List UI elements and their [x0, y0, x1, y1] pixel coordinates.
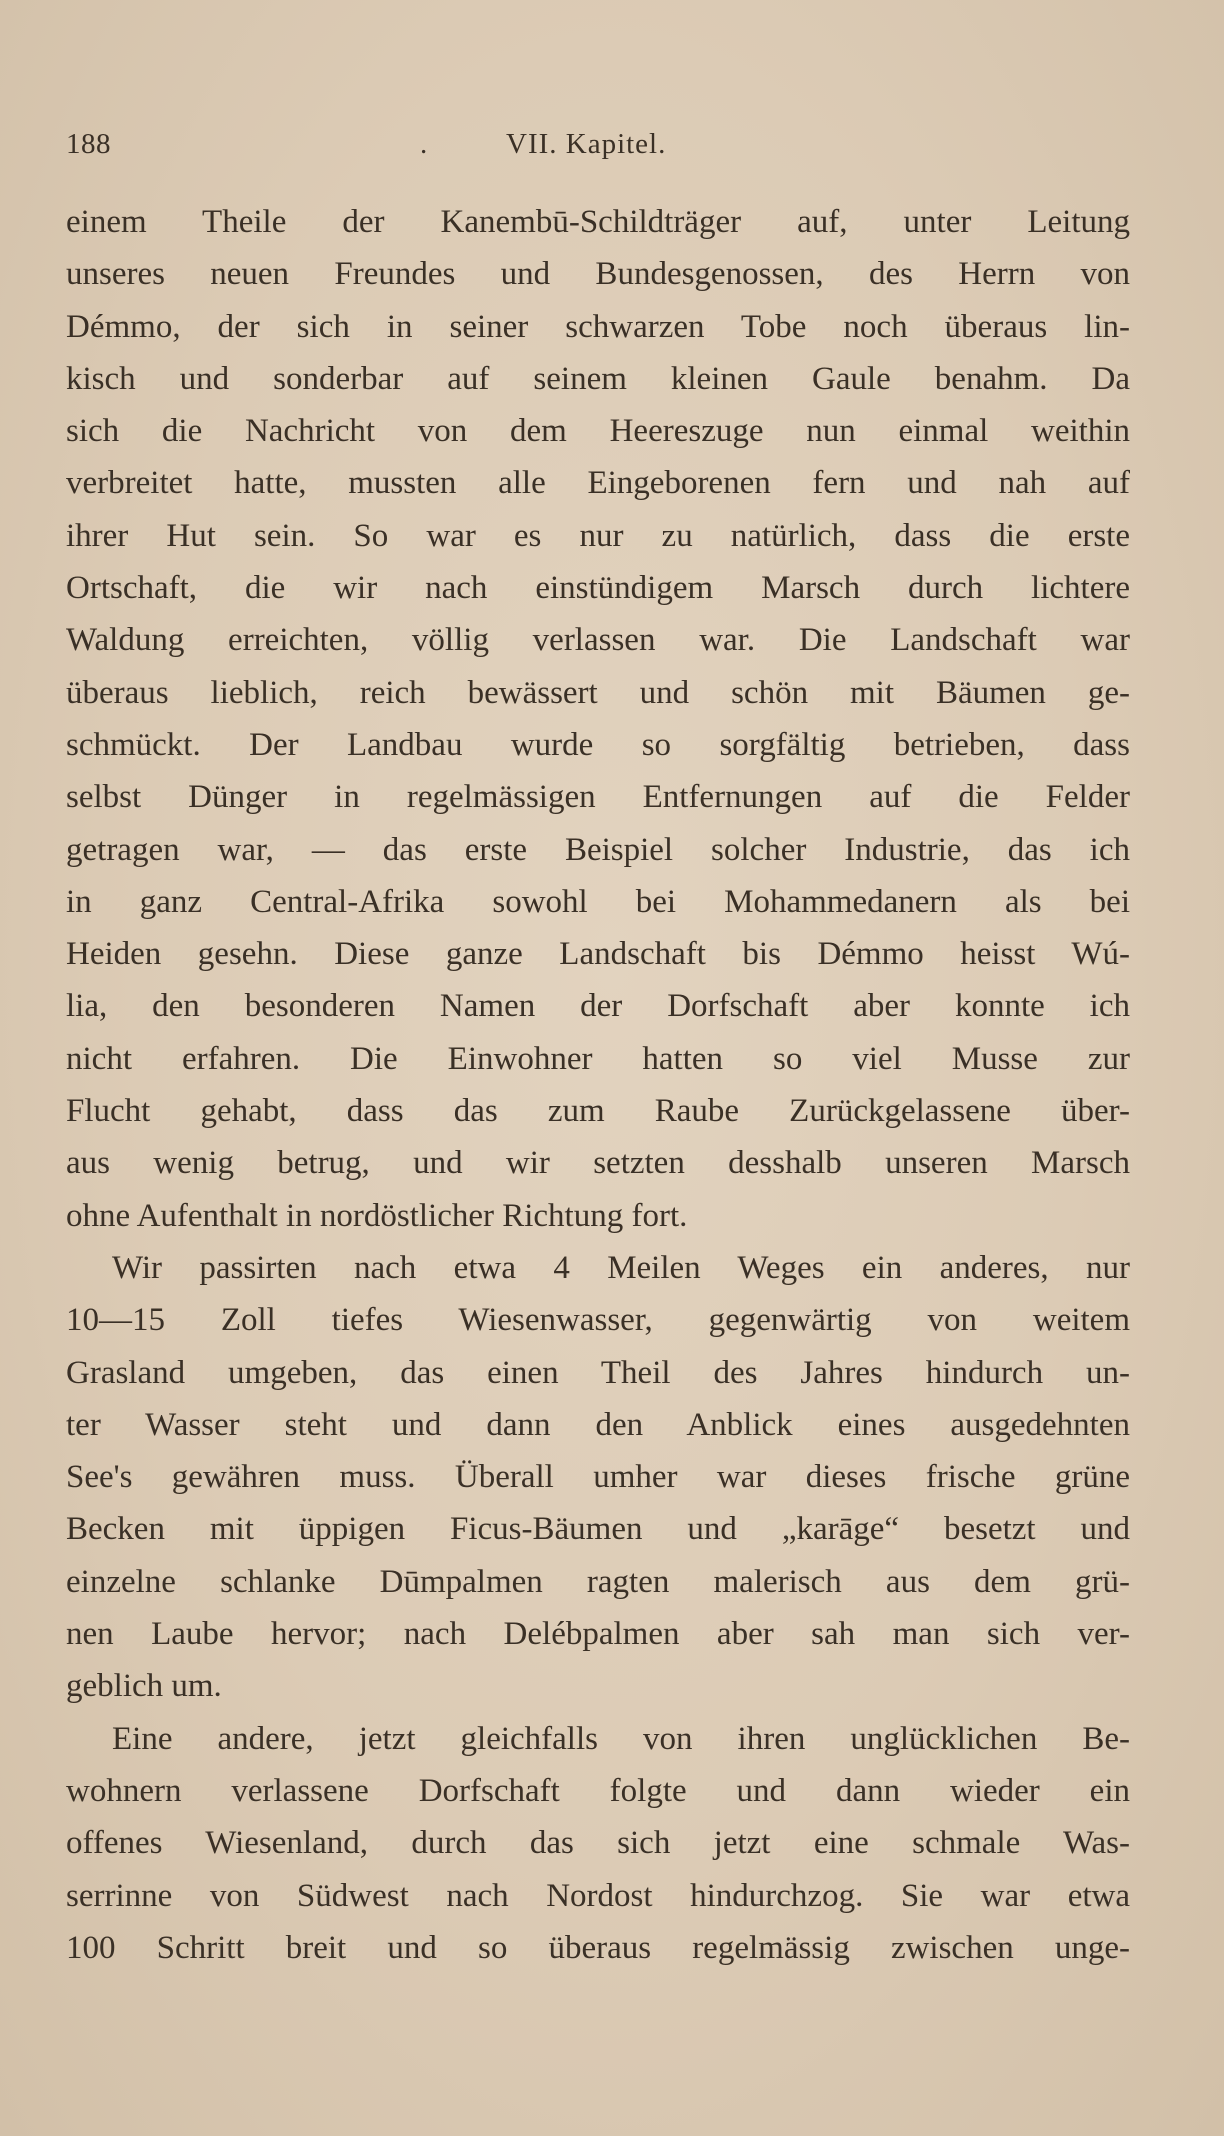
text-line: getragen war, — das erste Beispiel solcher Industrie, das ich	[66, 831, 1130, 868]
text-line: Démmo, der sich in seiner schwarzen Tobe noch überaus lin-	[66, 308, 1130, 345]
page-number: 188	[66, 128, 111, 160]
text-line: in ganz Central-Afrika sowohl bei Mohammedanern als bei	[66, 883, 1130, 920]
text-line: Becken mit üppigen Ficus-Bäumen und „karāge“ besetzt und	[66, 1511, 1130, 1548]
text-line: kisch und sonderbar auf seinem kleinen Gaule benahm. Da	[66, 360, 1130, 397]
text-line: ter Wasser steht und dann den Anblick eines ausgedehnten	[66, 1406, 1130, 1443]
text-line: einzelne schlanke Dūmpalmen ragten malerisch aus dem grü-	[66, 1563, 1130, 1600]
text-line: Grasland umgeben, das einen Theil des Jahres hindurch un-	[66, 1354, 1130, 1391]
running-title: VII. Kapitel.	[506, 128, 667, 160]
text-line: Heiden gesehn. Diese ganze Landschaft bis Démmo heisst Wú-	[66, 936, 1130, 973]
text-line: nen Laube hervor; nach Delébpalmen aber sah man sich ver-	[66, 1616, 1130, 1653]
text-line: Waldung erreichten, völlig verlassen war. Die Landschaft war	[66, 622, 1130, 659]
text-line: schmückt. Der Landbau wurde so sorgfältig betrieben, dass	[66, 726, 1130, 763]
text-line: offenes Wiesenland, durch das sich jetzt eine schmale Was-	[66, 1825, 1130, 1862]
text-line: 10—15 Zoll tiefes Wiesenwasser, gegenwärtig von weitem	[66, 1302, 1130, 1339]
text-line: einem Theile der Kanembū-Schildträger auf, unter Leitung	[66, 204, 1130, 240]
text-line: ihrer Hut sein. So war es nur zu natürlich, dass die erste	[66, 517, 1130, 554]
text-line: serrinne von Südwest nach Nordost hindurchzog. Sie war etwa	[66, 1877, 1130, 1914]
text-line: lia, den besonderen Namen der Dorfschaft aber konnte ich	[66, 988, 1130, 1025]
text-line: selbst Dünger in regelmässigen Entfernungen auf die Felder	[66, 779, 1130, 816]
text-line: wohnern verlassene Dorfschaft folgte und dann wieder ein	[66, 1772, 1130, 1809]
text-line: ohne Aufenthalt in nordöstlicher Richtung fort.	[66, 1197, 688, 1234]
text-line: nicht erfahren. Die Einwohner hatten so viel Musse zur	[66, 1040, 1130, 1077]
page-header	[66, 128, 1146, 168]
text-line: Flucht gehabt, dass das zum Raube Zurückgelassene über-	[66, 1093, 1130, 1130]
text-line: unseres neuen Freundes und Bundesgenossen, des Herrn von	[66, 256, 1130, 293]
text-line: 100 Schritt breit und so überaus regelmässig zwischen unge-	[66, 1929, 1130, 1966]
body-text	[66, 196, 1130, 1974]
text-line: Ortschaft, die wir nach einstündigem Marsch durch lichtere	[66, 570, 1130, 607]
header-dot: .	[420, 128, 428, 160]
text-line: sich die Nachricht von dem Heereszuge nun einmal weithin	[66, 413, 1130, 450]
text-line: See's gewähren muss. Überall umher war dieses frische grüne	[66, 1459, 1130, 1496]
text-line: überaus lieblich, reich bewässert und schön mit Bäumen ge-	[66, 674, 1130, 711]
text-line: Eine andere, jetzt gleichfalls von ihren unglücklichen Be-	[112, 1720, 1130, 1757]
text-line: geblich um.	[66, 1668, 222, 1705]
text-line: Wir passirten nach etwa 4 Meilen Weges ein anderes, nur	[112, 1249, 1130, 1286]
text-line: verbreitet hatte, mussten alle Eingeborenen fern und nah auf	[66, 465, 1130, 502]
text-line: aus wenig betrug, und wir setzten desshalb unseren Marsch	[66, 1145, 1130, 1182]
